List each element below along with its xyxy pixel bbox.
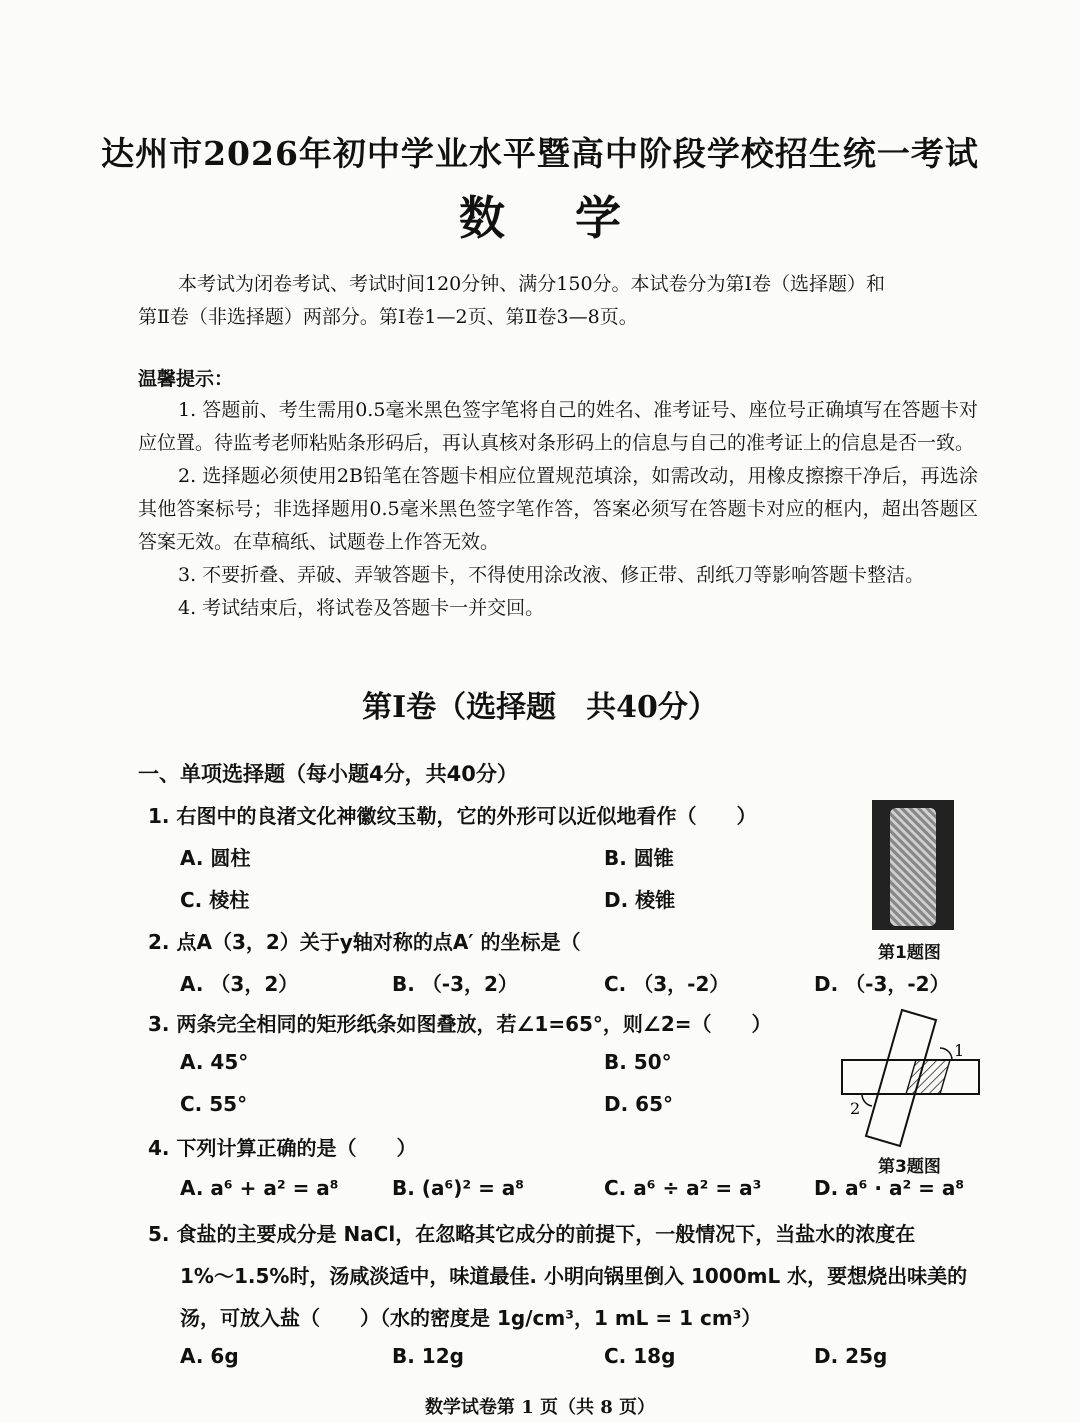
tip-item: 3. 不要折叠、弄破、弄皱答题卡，不得使用涂改液、修正带、刮纸刀等影响答题卡整洁。 [178, 564, 925, 586]
tips-title: 温馨提示： [138, 368, 234, 390]
question-5-option-b: B. 12g [392, 1344, 464, 1368]
question-4-option-c: C. a⁶ ÷ a² = a³ [604, 1176, 762, 1200]
question-3-option-a: A. 45° [180, 1050, 249, 1074]
question-4-option-d: D. a⁶ · a² = a⁸ [814, 1176, 965, 1200]
figure-3-caption: 第3题图 [878, 1157, 941, 1177]
question-2-option-c: C. （3，-2） [604, 972, 730, 996]
question-1-option-c: C. 棱柱 [180, 888, 250, 912]
intro-line-2: 第Ⅱ卷（非选择题）两部分。第Ⅰ卷1—2页、第Ⅱ卷3—8页。 [138, 306, 638, 328]
question-5-stem-line-3: 汤，可放入盐（ ）（水的密度是 1g/cm³，1 mL = 1 cm³） [180, 1306, 762, 1330]
exam-title: 达州市2026年初中学业水平暨高中阶段学校招生统一考试 [101, 134, 979, 173]
question-2-option-d: D. （-3，-2） [814, 972, 950, 996]
question-5-option-d: D. 25g [814, 1344, 888, 1368]
figure-1-caption: 第1题图 [878, 943, 941, 963]
question-2-stem: 2. 点A（3，2）关于y轴对称的点A′ 的坐标是（ [148, 930, 581, 954]
question-3-option-b: B. 50° [604, 1050, 672, 1074]
question-2-option-b: B. （-3，2） [392, 972, 518, 996]
tip-item: 4. 考试结束后，将试卷及答题卡一并交回。 [178, 597, 545, 619]
intro-paragraph [138, 268, 978, 334]
question-5-option-c: C. 18g [604, 1344, 676, 1368]
question-4-option-a: A. a⁶ + a² = a⁸ [180, 1176, 339, 1200]
tip-item: 2. 选择题必须使用2B铅笔在答题卡相应位置规范填涂，如需改动，用橡皮擦擦干净后，再选涂其他答案标号；非选择题用0.5毫米黑色签字笔作答，答案必须写在答题卡对应的框内，超出答题区答案无效。在草稿纸、试题卷上作答无效。 [138, 465, 978, 553]
question-1-option-a: A. 圆柱 [180, 846, 251, 870]
question-3-option-d: D. 65° [604, 1092, 673, 1116]
question-1-option-b: B. 圆锥 [604, 846, 674, 870]
question-4-stem: 4. 下列计算正确的是（ ） [148, 1136, 417, 1160]
angle-1-label: 1 [954, 1041, 965, 1060]
overlap-region [906, 1060, 950, 1094]
question-4-option-b: B. (a⁶)² = a⁸ [392, 1176, 525, 1200]
question-1-stem: 1. 右图中的良渚文化神徽纹玉勒，它的外形可以近似地看作（ ） [148, 804, 757, 828]
question-2-option-a: A. （3，2） [180, 972, 299, 996]
question-5-stem-line-2: 1%～1.5%时，汤咸淡适中，味道最佳. 小明向锅里倒入 1000mL 水，要想烧出味美的 [180, 1264, 968, 1288]
jade-cong-photo [872, 800, 954, 930]
angle-2-arc [862, 1094, 872, 1106]
tip-item: 1. 答题前、考生需用0.5毫米黑色签字笔将自己的姓名、准考证号、座位号正确填写在答题卡对应位置。待监考老师粘贴条形码后，再认真核对条形码上的信息与自己的准考证上的信息是否一致。 [138, 399, 978, 454]
page-footer: 数学试卷第 1 页（共 8 页） [424, 1397, 656, 1418]
question-1-option-d: D. 棱锥 [604, 888, 676, 912]
question-3-option-c: C. 55° [180, 1092, 248, 1116]
overlapping-strips-figure [836, 1008, 986, 1154]
intro-line-1: 本考试为闭卷考试、考试时间120分钟、满分150分。本试卷分为第Ⅰ卷（选择题）和 [178, 273, 886, 295]
section-heading: 一、单项选择题（每小题4分，共40分） [138, 762, 518, 786]
subject-title: 数学 [459, 191, 691, 245]
angle-2-label: 2 [850, 1099, 861, 1118]
question-3-stem: 3. 两条完全相同的矩形纸条如图叠放，若∠1=65°，则∠2=（ ） [148, 1012, 772, 1036]
question-5-stem-line-1: 5. 食盐的主要成分是 NaCl，在忽略其它成分的前提下，一般情况下，当盐水的浓度在 [148, 1222, 916, 1246]
angle-1-arc [940, 1048, 952, 1060]
tips-list [138, 394, 978, 625]
section-title: 第Ⅰ卷（选择题 共40分） [362, 690, 718, 725]
question-5-option-a: A. 6g [180, 1344, 239, 1368]
